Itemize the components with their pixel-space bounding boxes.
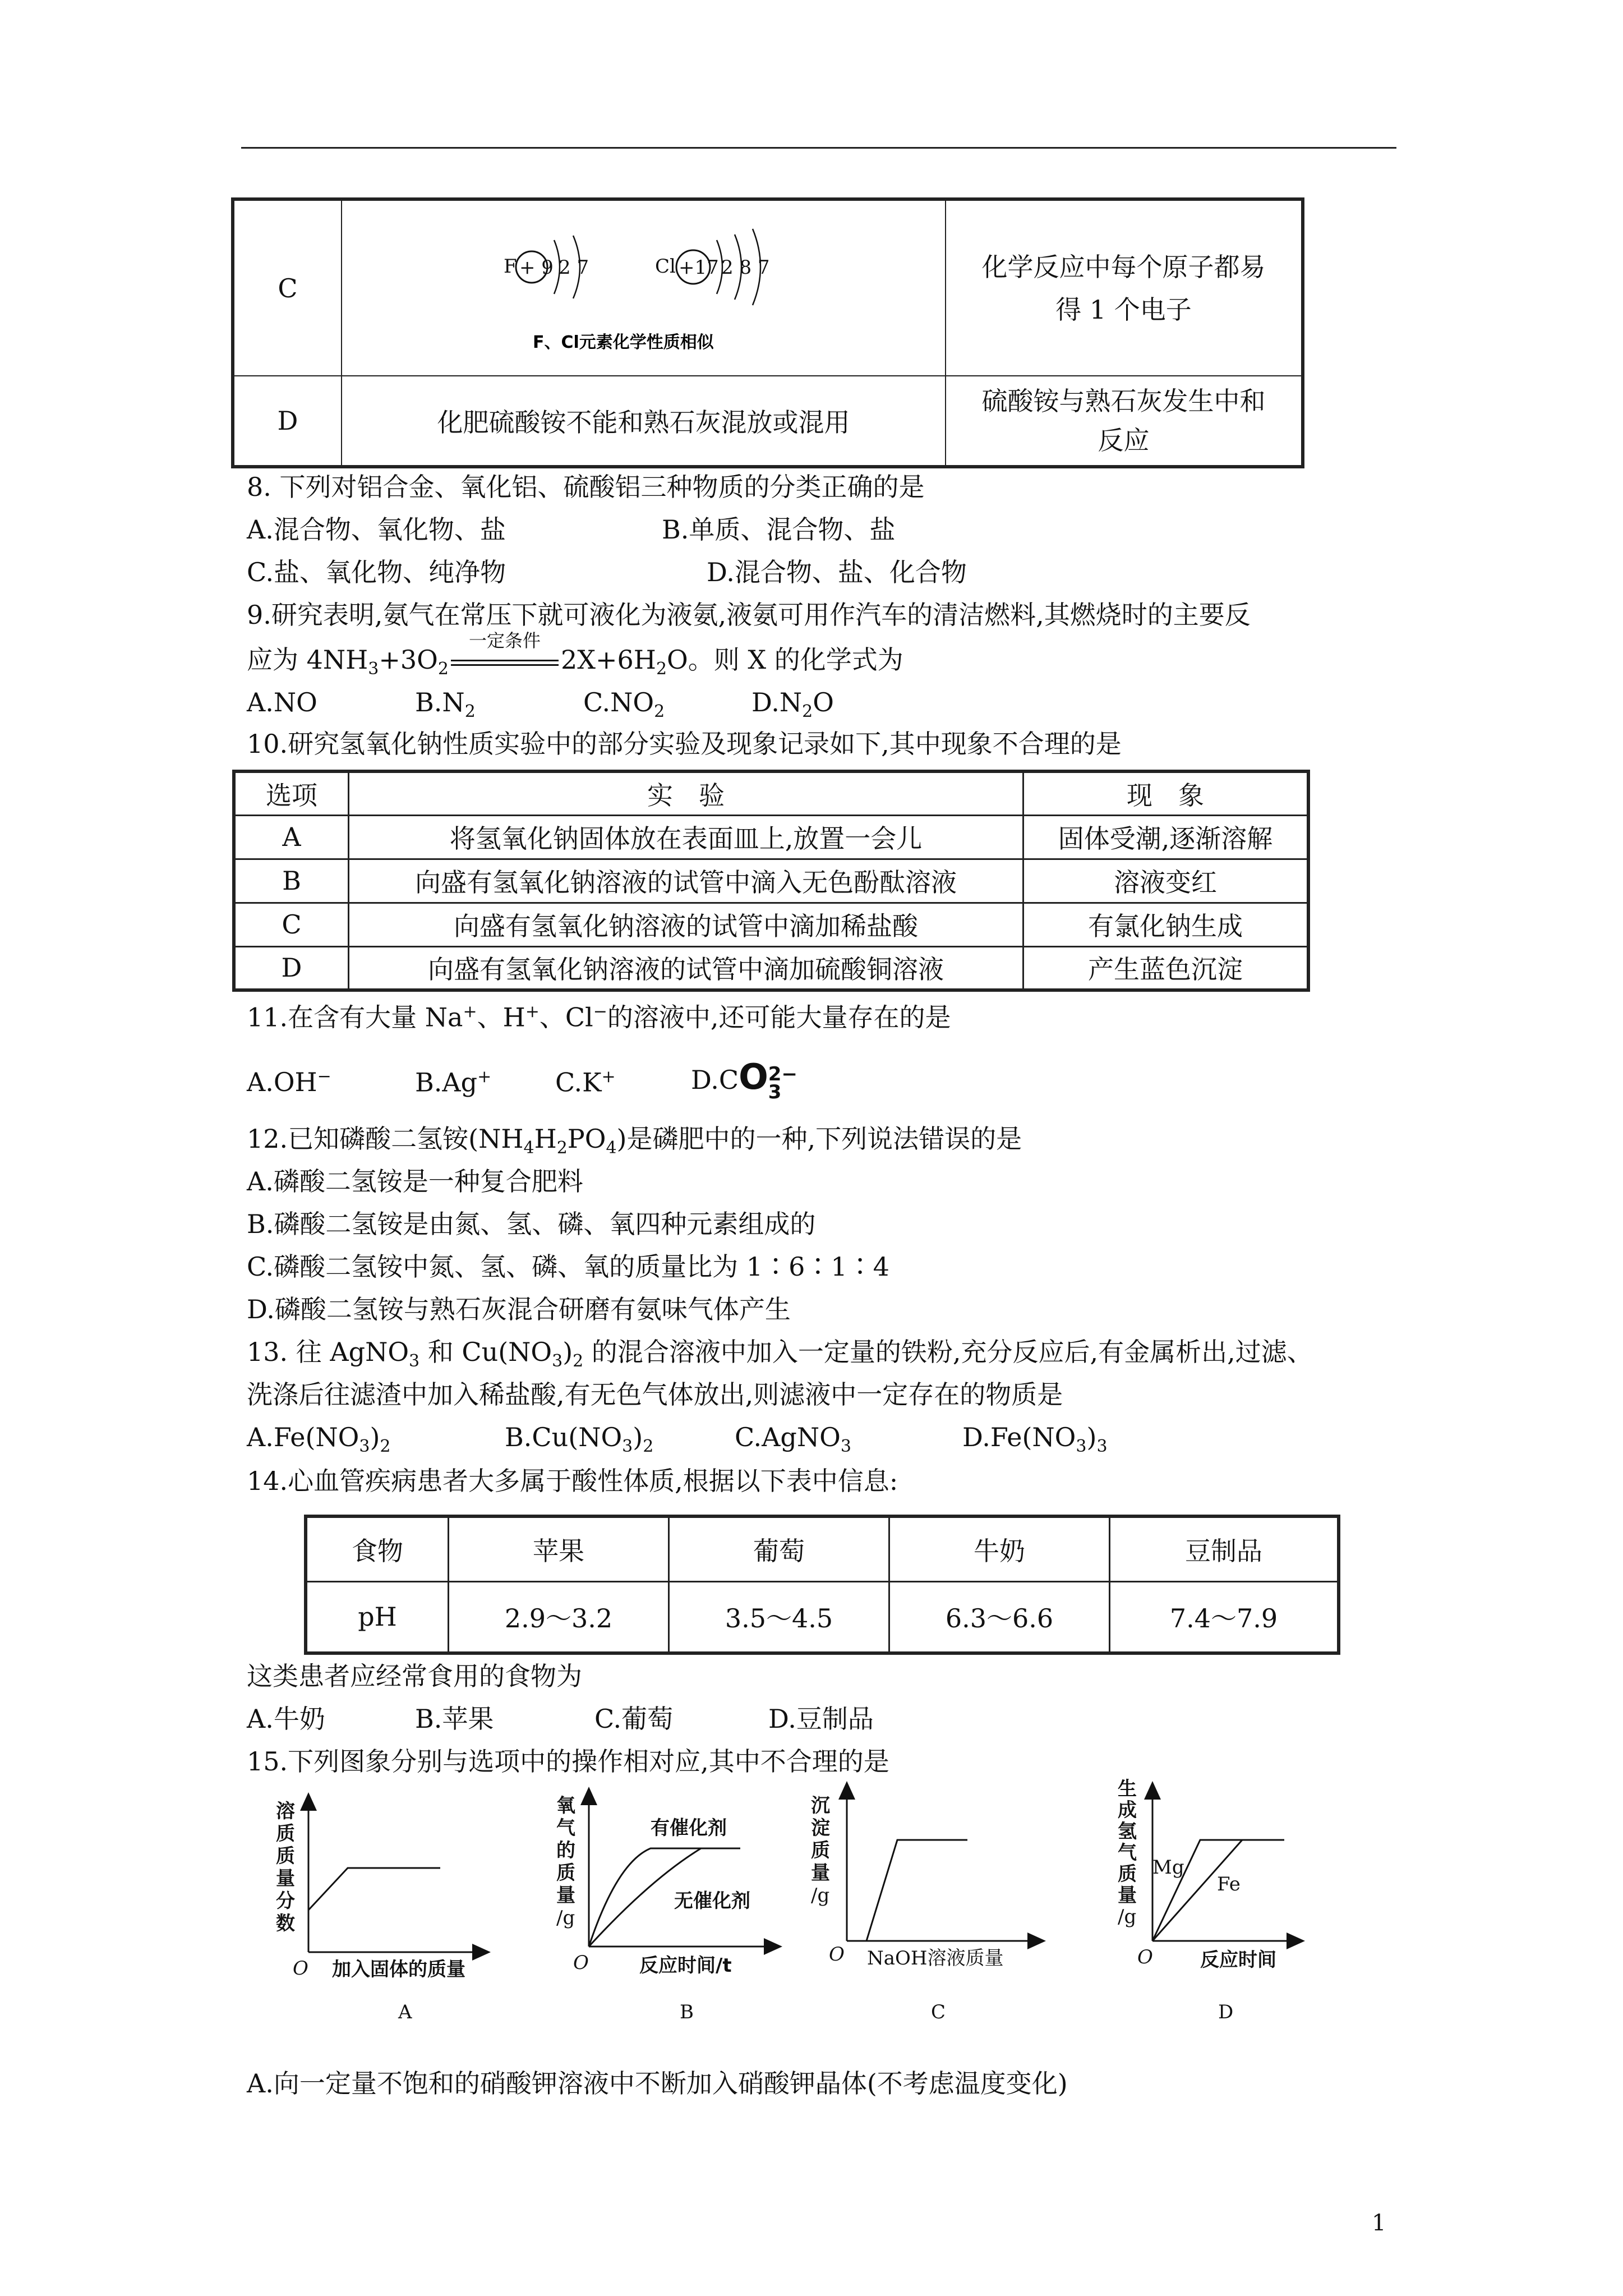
q14-stem: 14.心血管疾病患者大多属于酸性体质,根据以下表中信息:	[247, 1466, 898, 1496]
svg-text:溶: 溶	[276, 1800, 295, 1823]
atom-diagram-svg	[342, 201, 945, 369]
svg-text:O: O	[573, 1952, 589, 1974]
table-row: C 向盛有氢氧化钠溶液的试管中滴加稀盐酸 有氯化钠生成	[234, 903, 1308, 946]
page-number: 1	[1372, 2210, 1386, 2236]
svg-text:气: 气	[1118, 1842, 1137, 1864]
q14-header-apple: 苹果	[449, 1516, 669, 1581]
q14-table	[304, 1515, 1340, 1655]
q13-option-a: $A.Fe(NO_3)_2$	[247, 1422, 391, 1457]
table-row: A 将氢氧化钠固体放在表面皿上,放置一会儿 固体受潮,逐渐溶解	[234, 815, 1308, 859]
svg-text:/g: /g	[1118, 1906, 1137, 1928]
svg-text:Mg: Mg	[1152, 1856, 1184, 1879]
q11-option-b: B.Ag+	[415, 1067, 492, 1098]
q14-after: 这类患者应经常食用的食物为	[247, 1661, 582, 1691]
svg-text:反应时间: 反应时间	[1200, 1949, 1276, 1971]
svg-text:的: 的	[556, 1839, 575, 1862]
q11-option-d: D.CO 2− 3	[691, 1056, 797, 1103]
svg-text:质: 质	[556, 1862, 575, 1884]
svg-text:质: 质	[1118, 1863, 1137, 1885]
svg-text:质: 质	[276, 1845, 295, 1867]
q11-option-a: A.OH−	[247, 1067, 331, 1098]
svg-text:有催化剂: 有催化剂	[651, 1817, 727, 1839]
q8-options-row2	[247, 555, 967, 589]
header-rule	[241, 147, 1396, 149]
q9-option-d: $D.N_2O$	[751, 687, 834, 722]
q8-option-d: D.混合物、盐、化合物	[707, 557, 967, 587]
q13-line1: 13. 往 AgNO$_3$ 和 $Cu(NO_3)_2$ 的混合溶液中加入一定量的铁粉,充分反应后,有金属析出,过滤、	[247, 1337, 1313, 1372]
f-label: F	[504, 255, 517, 278]
svg-text:Fe: Fe	[1217, 1873, 1241, 1895]
svg-text:数: 数	[276, 1912, 295, 1935]
explain-cell: 化学反应中每个原子都易 得 1 个电子	[946, 199, 1303, 376]
svg-text:质: 质	[811, 1839, 830, 1862]
svg-text:反应时间/t: 反应时间/t	[639, 1954, 732, 1977]
q9-option-b: $B.N_2$	[415, 687, 476, 722]
q11-stem: 11.在含有大量 Na+、H+、Cl−的溶液中,还可能大量存在的是	[247, 1002, 951, 1033]
q8-option-b: B.单质、混合物、盐	[662, 514, 896, 545]
svg-text:A: A	[398, 2001, 412, 2023]
svg-text:无催化剂: 无催化剂	[674, 1890, 750, 1912]
graph-d	[1118, 1778, 1297, 2023]
graph-b	[556, 1795, 774, 2023]
svg-text:生: 生	[1118, 1778, 1137, 1800]
graph-c	[811, 1789, 1038, 2023]
svg-text:量: 量	[1118, 1884, 1137, 1907]
q9-equation-line: 应为 $4NH_3+3O_2$ 一定条件 $2X+6H_2O$。则 X 的化学式为	[247, 630, 903, 679]
svg-text:O: O	[293, 1957, 308, 1980]
q14-option-d: D.豆制品	[768, 1704, 874, 1734]
graph-c-curve	[866, 1840, 967, 1941]
reaction-condition: 一定条件	[449, 643, 561, 677]
svg-text:B: B	[680, 2001, 694, 2023]
q15-option-a: A.向一定量不饱和的硝酸钾溶液中不断加入硝酸钾晶体(不考虑温度变化)	[247, 2068, 1068, 2099]
svg-text:成: 成	[1118, 1799, 1137, 1821]
cl-label: Cl	[655, 255, 676, 278]
svg-text:氧: 氧	[556, 1795, 575, 1817]
graph-a-curve	[308, 1868, 440, 1910]
q14-options	[247, 1702, 874, 1736]
q13-option-c: C.AgNO$_3$	[735, 1422, 851, 1457]
q13-option-d: $D.Fe(NO_3)_3$	[962, 1422, 1108, 1457]
svg-text:D: D	[1218, 2001, 1234, 2023]
graph-a	[276, 1800, 482, 2023]
graph-b-ylabel	[556, 1795, 575, 1929]
graph-d-ylabel	[1118, 1778, 1137, 1928]
q9-option-c: $C.NO_2$	[583, 687, 665, 722]
q14-option-b: B.苹果	[415, 1704, 494, 1734]
q9-line1: 9.研究表明,氨气在常压下就可液化为液氨,液氨可用作汽车的清洁燃料,其燃烧时的主要反	[247, 600, 1251, 630]
q13-option-b: $B.Cu(NO_3)_2$	[505, 1422, 654, 1457]
q8-options-row1	[247, 513, 896, 546]
q8-option-c: C.盐、氧化物、纯净物	[247, 557, 506, 587]
svg-text:氢: 氢	[1118, 1820, 1137, 1843]
q13-options	[247, 1420, 1108, 1464]
q9-options	[247, 685, 834, 722]
q15-graphs	[258, 1778, 1380, 2031]
svg-text:/g: /g	[556, 1907, 575, 1929]
q10-header-phenomenon: 现 象	[1023, 771, 1309, 815]
svg-text:NaOH溶液质量: NaOH溶液质量	[867, 1947, 1004, 1970]
table-row: pH 2.9～3.2 3.5～4.5 6.3～6.6 7.4～7.9	[306, 1581, 1339, 1653]
q12-option-d: D.磷酸二氢铵与熟石灰混合研磨有氨味气体产生	[247, 1294, 791, 1324]
svg-text:量: 量	[811, 1862, 830, 1884]
f-shells: 2 7	[559, 256, 589, 279]
q10-header-option: 选项	[234, 771, 349, 815]
q8-option-a: A.混合物、氧化物、盐	[247, 514, 506, 545]
cl-nucleus: +17	[679, 256, 719, 279]
question7-table	[231, 197, 1304, 468]
option-cell: D	[233, 376, 342, 467]
explain-cell: 硫酸铵与熟石灰发生中和 反应	[946, 376, 1303, 467]
graph-a-ylabel	[276, 1800, 295, 1935]
q14-option-a: A.牛奶	[247, 1704, 325, 1734]
q11-options	[247, 1056, 797, 1103]
q14-header-grape: 葡萄	[669, 1516, 889, 1581]
q10-header-experiment: 实 验	[349, 771, 1023, 815]
option-cell: C	[233, 199, 342, 376]
q12-option-c: C.磷酸二氢铵中氮、氢、磷、氧的质量比为 1∶6∶1∶4	[247, 1251, 889, 1282]
q14-header-milk: 牛奶	[889, 1516, 1110, 1581]
svg-text:量: 量	[276, 1867, 295, 1890]
svg-text:O: O	[1137, 1946, 1153, 1968]
q15-stem: 15.下列图象分别与选项中的操作相对应,其中不合理的是	[247, 1746, 889, 1777]
f-nucleus: + 9	[519, 256, 554, 279]
svg-text:质: 质	[276, 1823, 295, 1845]
table-row: D 向盛有氢氧化钠溶液的试管中滴加硫酸铜溶液 产生蓝色沉淀	[234, 946, 1308, 990]
svg-text:C: C	[931, 2001, 946, 2023]
q14-option-c: C.葡萄	[594, 1704, 674, 1734]
q11-option-c: C.K+	[555, 1067, 616, 1098]
svg-text:/g: /g	[811, 1884, 830, 1907]
svg-text:O: O	[829, 1943, 845, 1966]
cl-shells: 2 8 7	[721, 256, 770, 279]
q12-stem: 12.已知磷酸二氢铵$(NH_4H_2PO_4)$是磷肥中的一种,下列说法错误的是	[247, 1124, 1022, 1158]
q12-option-b: B.磷酸二氢铵是由氮、氢、磷、氧四种元素组成的	[247, 1209, 816, 1239]
svg-text:量: 量	[556, 1884, 575, 1907]
svg-text:加入固体的质量: 加入固体的质量	[332, 1958, 465, 1981]
diagram-caption: F、Cl元素化学性质相似	[533, 333, 714, 352]
q13-line2: 洗涤后往滤渣中加入稀盐酸,有无色气体放出,则滤液中一定存在的物质是	[247, 1379, 1063, 1410]
q9-option-a: A.NO	[247, 687, 317, 717]
q10-stem: 10.研究氢氧化钠性质实验中的部分实验及现象记录如下,其中现象不合理的是	[247, 729, 1122, 759]
content-cell: 化肥硫酸铵不能和熟石灰混放或混用	[342, 376, 946, 467]
table-row: B 向盛有氢氧化钠溶液的试管中滴入无色酚酞溶液 溶液变红	[234, 859, 1308, 903]
q8-stem: 8. 下列对铝合金、氧化铝、硫酸铝三种物质的分类正确的是	[247, 472, 925, 502]
svg-text:淀: 淀	[811, 1817, 830, 1839]
atom-structure-diagram	[342, 199, 946, 376]
q12-option-a: A.磷酸二氢铵是一种复合肥料	[247, 1166, 583, 1197]
svg-text:沉: 沉	[811, 1795, 830, 1817]
q10-table	[232, 770, 1310, 992]
q14-header-food: 食物	[306, 1516, 449, 1581]
q14-header-soy: 豆制品	[1110, 1516, 1339, 1581]
graph-c-ylabel	[811, 1795, 830, 1907]
svg-text:分: 分	[276, 1890, 295, 1912]
svg-text:气: 气	[556, 1817, 575, 1839]
